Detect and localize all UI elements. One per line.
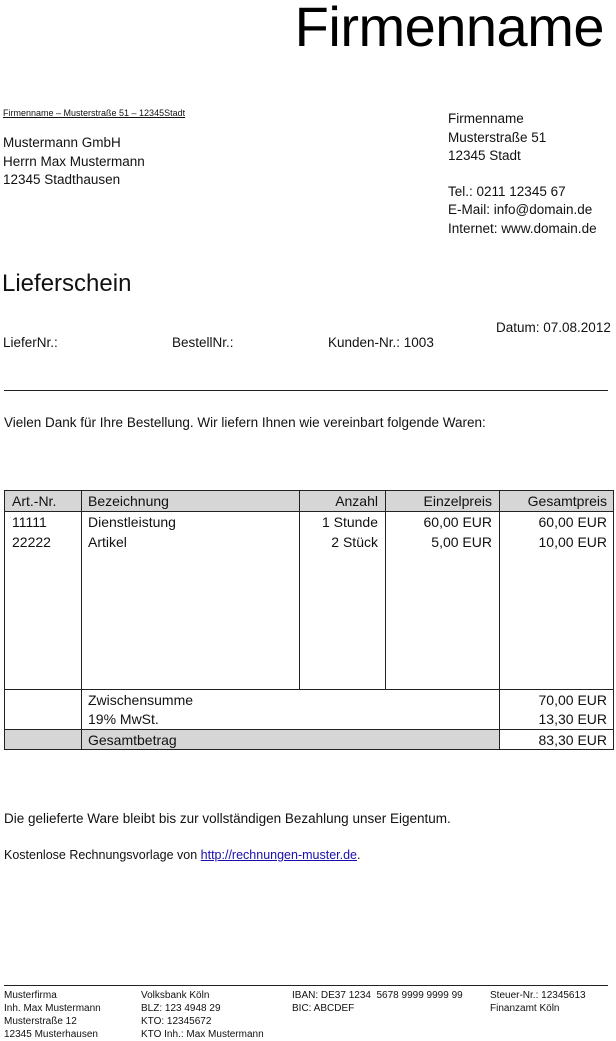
cell-anzahl: 2 Stück xyxy=(331,534,378,550)
footer-line: Finanzamt Köln xyxy=(490,1003,560,1014)
footer-company xyxy=(4,989,101,1041)
col-header-bezeichnung: Bezeichnung xyxy=(88,493,169,509)
cell-bezeichnung: Artikel xyxy=(88,534,127,550)
cell-art-nr: 11111 xyxy=(12,514,47,530)
col-line xyxy=(385,490,386,689)
recipient-line: 12345 Stadthausen xyxy=(3,172,121,187)
footer-line: BIC: ABCDEF xyxy=(292,1003,355,1014)
document-date: Datum: 07.08.2012 xyxy=(496,320,611,335)
template-credit-suffix: . xyxy=(357,848,361,862)
col-header-einzelpreis: Einzelpreis xyxy=(423,493,492,509)
footer-line: Inh. Max Mustermann xyxy=(4,1003,101,1014)
col-header-gesamtpreis: Gesamtpreis xyxy=(527,493,607,509)
subtotal-value: 70,00 EUR xyxy=(538,692,607,708)
liefer-nr-label: LieferNr.: xyxy=(3,335,58,350)
cell-einzelpreis: 5,00 EUR xyxy=(431,534,492,550)
footer-line: Musterstraße 12 xyxy=(4,1016,77,1027)
footer-tax xyxy=(490,989,586,1015)
col-line xyxy=(81,490,82,750)
footer-line: BLZ: 123 4948 29 xyxy=(141,1003,221,1014)
col-line xyxy=(499,490,500,750)
sender-address xyxy=(448,110,597,238)
document-title: Lieferschein xyxy=(2,270,132,297)
tax-label: 19% MwSt. xyxy=(88,711,159,727)
cell-einzelpreis: 60,00 EUR xyxy=(423,514,492,530)
col-header-art-nr: Art.-Nr. xyxy=(12,493,57,509)
footer-rule xyxy=(4,985,608,986)
footer-bank xyxy=(141,989,264,1041)
cell-anzahl: 1 Stunde xyxy=(321,514,378,530)
col-line xyxy=(81,730,82,749)
recipient-address xyxy=(3,134,145,190)
footer-iban xyxy=(292,989,463,1015)
cell-bezeichnung: Dienstleistung xyxy=(88,514,176,530)
bestell-nr-label: BestellNr.: xyxy=(172,335,234,350)
kunden-nr: Kunden-Nr.: 1003 xyxy=(328,335,434,350)
sender-email: E-Mail: info@domain.de xyxy=(448,202,593,217)
footer-line: KTO Inh.: Max Mustermann xyxy=(141,1029,264,1040)
recipient-line: Mustermann GmbH xyxy=(3,135,121,150)
footer-line: Steuer-Nr.: 12345613 xyxy=(490,990,586,1001)
subtotal-label: Zwischensumme xyxy=(88,692,194,708)
sender-name: Firmenname xyxy=(448,111,524,126)
tax-value: 13,30 EUR xyxy=(538,711,607,727)
ownership-note: Die gelieferte Ware bleibt bis zur vollständigen Bezahlung unser Eigentum. xyxy=(4,811,451,826)
cell-gesamtpreis: 60,00 EUR xyxy=(538,514,607,530)
footer-line: 12345 Musterhausen xyxy=(4,1029,98,1040)
total-label: Gesamtbetrag xyxy=(88,732,177,748)
total-value: 83,30 EUR xyxy=(538,732,607,748)
company-name-heading: Firmenname xyxy=(294,0,604,58)
footer-line: Volksbank Köln xyxy=(141,990,210,1001)
footer-line: IBAN: DE37 1234 5678 9999 9999 99 xyxy=(292,990,463,1001)
divider xyxy=(4,390,608,391)
recipient-line: Herrn Max Mustermann xyxy=(3,153,145,169)
sender-web: Internet: www.domain.de xyxy=(448,220,597,236)
cell-gesamtpreis: 10,00 EUR xyxy=(538,534,607,550)
sender-city: 12345 Stadt xyxy=(448,148,521,163)
template-link[interactable]: http://rechnungen-muster.de xyxy=(200,848,358,862)
col-line xyxy=(299,490,300,689)
footer-line: Musterfirma xyxy=(4,990,57,1001)
cell-art-nr: 22222 xyxy=(12,534,51,550)
sender-street: Musterstraße 51 xyxy=(448,129,547,145)
return-address-line: Firmenname – Musterstraße 51 – 12345Stadt xyxy=(3,108,186,118)
footer-line: KTO: 12345672 xyxy=(141,1016,212,1027)
template-credit-prefix: Kostenlose Rechnungsvorlage von xyxy=(4,848,201,862)
total-row-bg xyxy=(5,730,499,749)
col-header-anzahl: Anzahl xyxy=(335,493,378,509)
sender-phone: Tel.: 0211 12345 67 xyxy=(448,183,566,199)
template-credit xyxy=(4,848,361,862)
intro-text: Vielen Dank für Ihre Bestellung. Wir liefern Ihnen wie vereinbart folgende Waren: xyxy=(4,415,486,430)
